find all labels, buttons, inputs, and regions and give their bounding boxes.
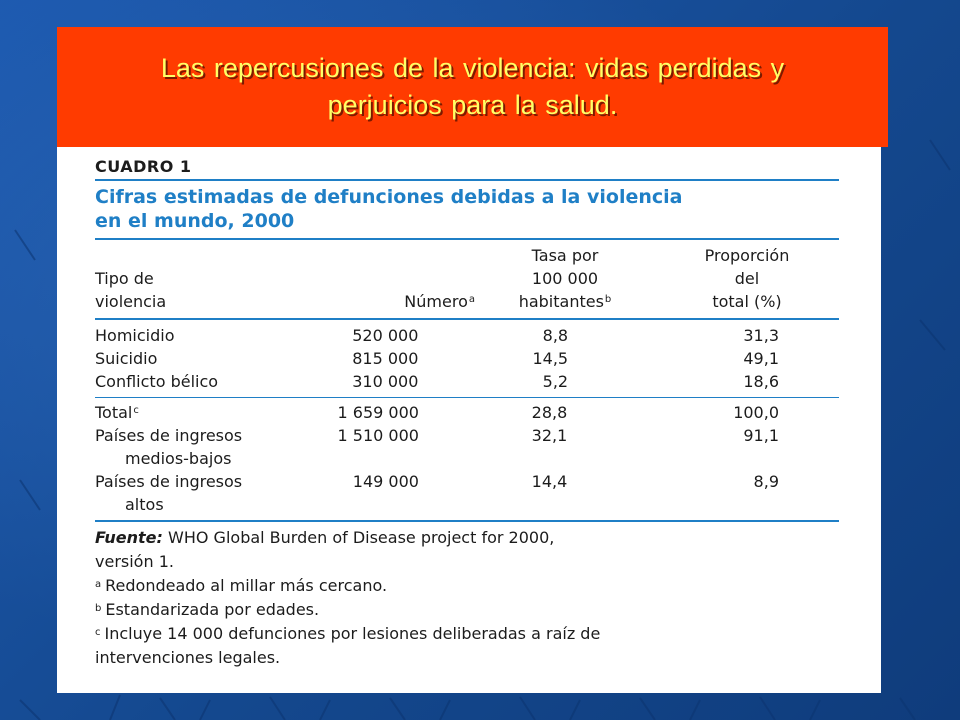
footnote-mark: c	[95, 627, 101, 638]
header-row-1	[95, 244, 839, 267]
header-proporcion-line2: del	[734, 269, 760, 288]
table-row	[95, 370, 839, 393]
header-numero	[335, 290, 475, 313]
cell-tasa: 28,8	[531, 403, 568, 422]
source-label: Fuente:	[95, 528, 163, 547]
cell-tipo: Suicidio	[95, 349, 158, 368]
cell-tipo: Países de ingresos	[95, 472, 243, 491]
footnote-mark: a	[95, 579, 102, 590]
cell-numero: 520 000	[352, 326, 419, 345]
cell-tasa: 5,2	[542, 372, 569, 391]
cell-tasa: 8,8	[542, 326, 569, 345]
total-row	[95, 470, 839, 493]
slide-title-bar	[57, 27, 888, 147]
cell-proporcion: 8,9	[753, 472, 779, 491]
table-row	[95, 324, 839, 347]
cell-proporcion: 100,0	[733, 403, 779, 422]
header-table	[95, 244, 839, 313]
cell-proporcion: 31,3	[743, 326, 779, 345]
header-row-3	[95, 290, 839, 313]
total-row-continuation	[95, 493, 839, 516]
header-numero-sup: a	[468, 294, 475, 305]
table-panel	[57, 147, 881, 693]
cuadro-title-line2: en el mundo, 2000	[95, 210, 295, 232]
header-proporcion-line1: Proporción	[704, 246, 790, 265]
cuadro-document	[95, 155, 839, 670]
footnote-a	[95, 574, 839, 598]
footnote-b	[95, 598, 839, 622]
cell-tipo: Conflicto bélico	[95, 372, 219, 391]
cell-tipo: Homicidio	[95, 326, 175, 345]
slide-title-line1: Las repercusiones de la violencia: vidas perdidas y	[160, 53, 785, 83]
footnote-c	[95, 622, 839, 646]
cell-tipo	[95, 401, 303, 424]
bottom-rule	[95, 520, 839, 522]
header-tipo-line2: violencia	[95, 292, 167, 311]
cell-numero: 1 659 000	[337, 403, 419, 422]
cell-tipo-line2: medios-bajos	[125, 449, 232, 468]
cell-numero: 149 000	[352, 472, 419, 491]
footnote-text: Estandarizada por edades.	[105, 600, 320, 619]
footnote-text: Incluye 14 000 defunciones por lesiones deliberadas a raíz de	[104, 624, 601, 643]
header-tasa-line2: 100 000	[531, 269, 599, 288]
cell-proporcion: 49,1	[743, 349, 779, 368]
header-row-2	[95, 267, 839, 290]
slide-title	[121, 50, 824, 124]
cell-tasa: 32,1	[531, 426, 568, 445]
footnote-mark: b	[95, 603, 102, 614]
cell-proporcion: 91,1	[743, 426, 779, 445]
cell-tipo-text: Total	[95, 403, 133, 422]
source-line-2: versión 1.	[95, 552, 174, 571]
table-row	[95, 347, 839, 370]
cell-tipo: Países de ingresos	[95, 426, 243, 445]
cell-tipo-line2: altos	[125, 495, 164, 514]
data-table	[95, 324, 839, 393]
header-tasa-sup: b	[604, 294, 612, 305]
totals-table	[95, 401, 839, 516]
cell-numero: 1 510 000	[337, 426, 419, 445]
total-row	[95, 401, 839, 424]
total-row	[95, 424, 839, 447]
total-row-continuation	[95, 447, 839, 470]
source-line	[95, 526, 839, 550]
cuadro-title	[95, 181, 839, 238]
header-tasa-line3	[475, 290, 655, 313]
title-rule	[95, 238, 839, 240]
cell-tipo-sup: c	[133, 405, 139, 416]
header-tipo-line1: Tipo de	[95, 269, 154, 288]
cell-proporcion: 18,6	[743, 372, 779, 391]
cell-tasa: 14,4	[531, 472, 568, 491]
source-text: WHO Global Burden of Disease project for 2000,	[162, 528, 555, 547]
footnotes	[95, 526, 839, 670]
cuadro-title-line1: Cifras estimadas de defunciones debidas a la violencia	[95, 186, 683, 208]
footnote-c-line2: intervenciones legales.	[95, 648, 281, 667]
header-numero-text: Número	[404, 292, 468, 311]
header-tasa-line1: Tasa por	[531, 246, 599, 265]
rows-rule	[95, 397, 839, 398]
cell-tasa: 14,5	[532, 349, 569, 368]
cell-numero: 310 000	[352, 372, 419, 391]
cell-numero: 815 000	[352, 349, 419, 368]
header-proporcion-line3: total (%)	[712, 292, 782, 311]
slide-title-line2: perjuicios para la salud.	[327, 90, 618, 120]
footnote-text: Redondeado al millar más cercano.	[105, 576, 388, 595]
header-tasa-line3-text: habitantes	[518, 292, 604, 311]
header-rule	[95, 318, 839, 320]
cuadro-label: CUADRO 1	[95, 157, 192, 176]
